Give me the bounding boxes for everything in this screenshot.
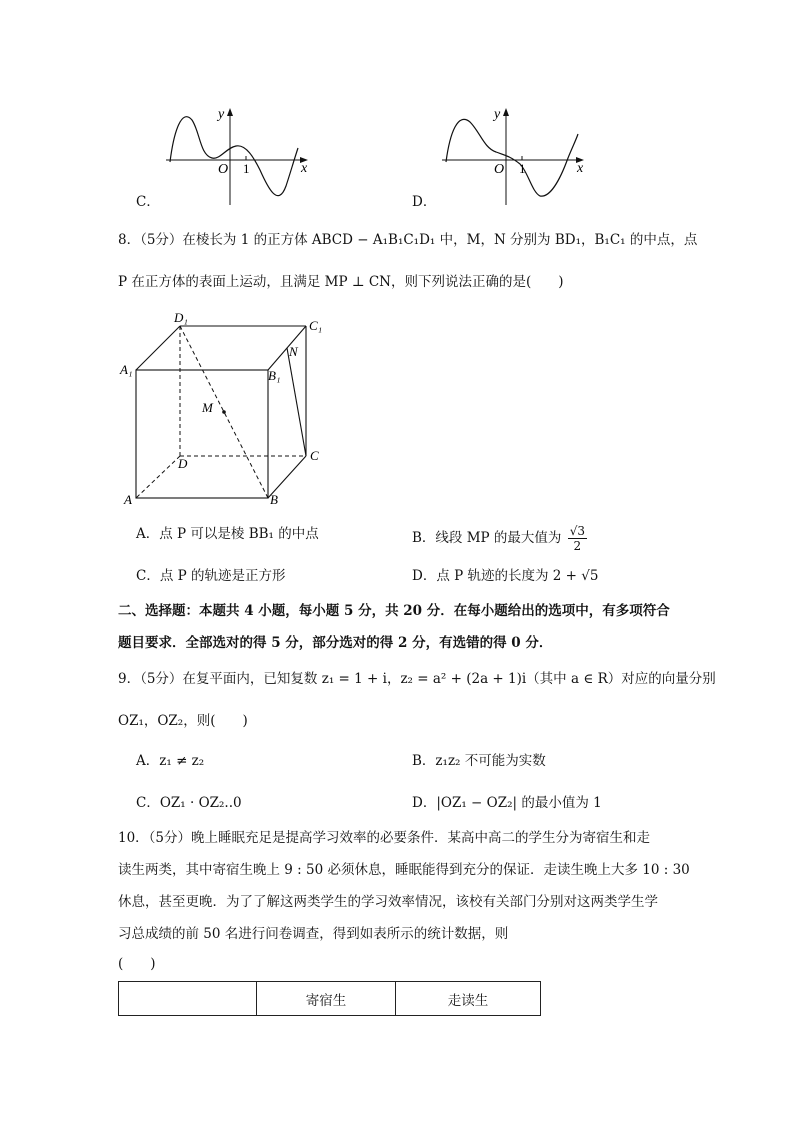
q9-option-a[interactable]: A．z₁ ≠ z₂ xyxy=(136,753,205,769)
q8-option-b-fraction xyxy=(568,524,587,553)
graph-d xyxy=(436,100,596,215)
q10-stem-line5: ( ) xyxy=(118,956,156,972)
table-header-day: 走读生 xyxy=(396,982,541,1016)
table-row xyxy=(119,982,541,1016)
q9-option-d[interactable]: D．|OZ₁ − OZ₂| 的最小值为 1 xyxy=(412,795,602,811)
graph-d-ylabel: y xyxy=(494,107,501,122)
curve-d xyxy=(446,119,578,196)
q8-stem-line2: P 在正方体的表面上运动，且满足 MP ⊥ CN，则下列说法正确的是( ) xyxy=(118,274,564,290)
graph-c-xlabel: x xyxy=(301,161,308,176)
cube-label-c1: C₁ xyxy=(309,318,323,333)
q8-option-b-text: B．线段 MP 的最大值为 xyxy=(412,530,562,546)
q10-stem-line2: 读生两类，其中寄宿生晚上 9 : 50 必须休息，睡眠能得到充分的保证．走读生晚上大多 10 : 30 xyxy=(118,862,690,878)
graph-d-label[interactable]: D． xyxy=(412,194,437,210)
q8-option-b-numerator: √3 xyxy=(569,524,585,538)
graph-c-ylabel: y xyxy=(218,107,225,122)
graph-d-origin: O xyxy=(494,162,505,177)
graph-d-tick: 1 xyxy=(519,161,526,176)
q10-stem-line1: 10．（5分）晚上睡眠充足是提高学习效率的必要条件．某高中高二的学生分为寄宿生和走 xyxy=(118,830,651,846)
q8-stem-line1: 8．（5分）在棱长为 1 的正方体 ABCD − A₁B₁C₁D₁ 中，M，N 分别为 BD₁，B₁C₁ 的中点，点 xyxy=(118,232,698,248)
graph-d-xlabel: x xyxy=(577,161,584,176)
cube-label-a1: A₁ xyxy=(120,362,133,377)
section2-line1: 二、选择题：本题共 4 小题，每小题 5 分，共 20 分．在每小题给出的选项中，有多项符合 xyxy=(118,603,670,619)
q8-option-d[interactable]: D．点 P 轨迹的长度为 2 + √5 xyxy=(412,568,599,584)
q8-option-b-denominator: 2 xyxy=(573,539,582,553)
q10-stat-table xyxy=(118,981,541,1016)
cube-label-m: M xyxy=(202,400,213,415)
cube-label-b: B xyxy=(270,492,278,507)
q9-stem-line2: OZ₁，OZ₂，则( ) xyxy=(118,713,248,729)
cube-label-b1: B₁ xyxy=(268,368,281,383)
table-header-boarding: 寄宿生 xyxy=(257,982,396,1016)
cube-label-c: C xyxy=(310,448,319,463)
curve-c xyxy=(170,117,298,196)
q10-stem-line3: 休息，甚至更晚．为了了解这两类学生的学习效率情况，该校有关部门分别对这两类学生学 xyxy=(118,894,658,910)
q10-stem-line4: 习总成绩的前 50 名进行问卷调查，得到如表所示的统计数据，则 xyxy=(118,926,509,942)
section2-line2: 题目要求．全部选对的得 5 分，部分选对的得 2 分，有选错的得 0 分． xyxy=(118,635,553,651)
q8-option-a[interactable]: A．点 P 可以是棱 BB₁ 的中点 xyxy=(136,526,319,542)
graph-c-label[interactable]: C． xyxy=(136,194,160,210)
graph-c-tick: 1 xyxy=(243,161,250,176)
cube-label-d: D xyxy=(178,456,188,471)
table-header-empty xyxy=(119,982,257,1016)
q8-option-c[interactable]: C．点 P 的轨迹是正方形 xyxy=(136,568,286,584)
q9-stem-line1: 9．（5分）在复平面内，已知复数 z₁ = 1 + i，z₂ = a² + (2a + 1)i（其中 a ∈ R）对应的向量分别 xyxy=(118,671,716,687)
q9-option-c[interactable]: C．OZ₁ · OZ₂..0 xyxy=(136,795,242,811)
q8-option-b[interactable] xyxy=(412,524,587,553)
cube-label-a: A xyxy=(124,492,132,507)
graph-c xyxy=(160,100,320,215)
q9-option-b[interactable]: B．z₁z₂ 不可能为实数 xyxy=(412,753,546,769)
cube-figure xyxy=(118,308,338,508)
graph-c-origin: O xyxy=(218,162,229,177)
cube-label-d1: D₁ xyxy=(174,310,188,325)
cube-label-n: N xyxy=(289,344,298,359)
